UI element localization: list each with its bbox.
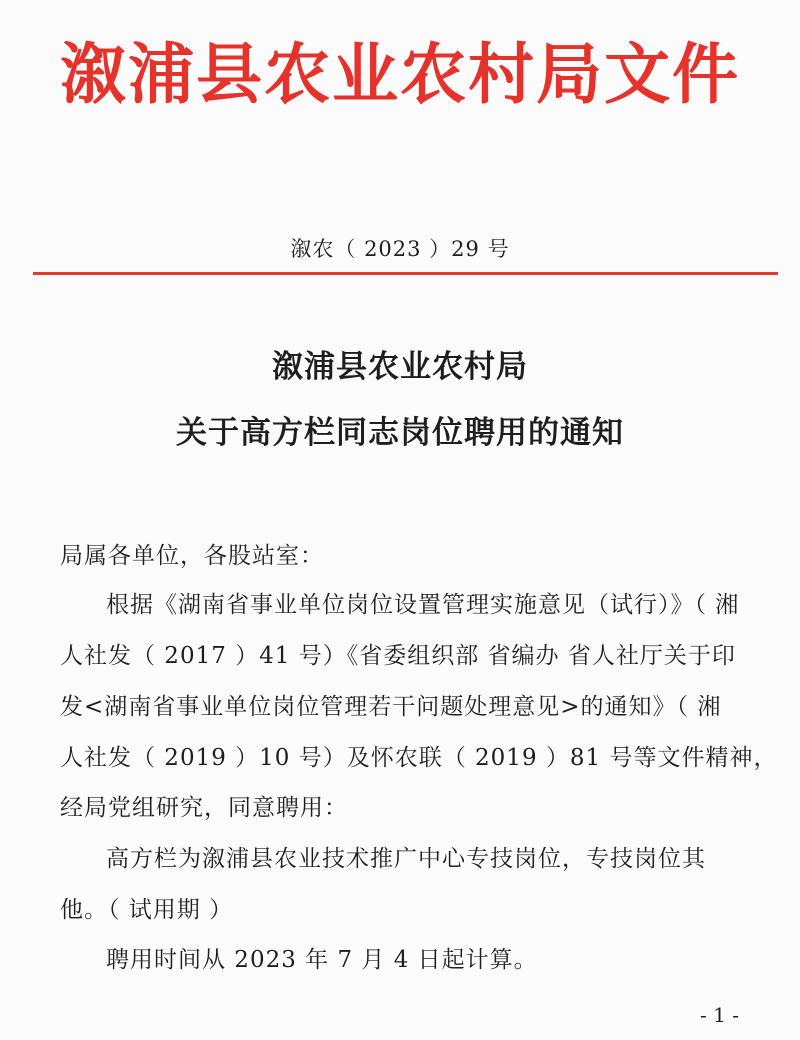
- notice-title-line-1: 溆浦县农业农村局: [272, 349, 528, 385]
- body-line: 他。（ 试用期 ）: [60, 897, 234, 923]
- body-line: 人社发（ 2017 ）41 号）《省委组织部 省编办 省人社厅关于印: [60, 643, 736, 669]
- body-line: 经局党组研究，同意聘用：: [60, 795, 348, 821]
- body-line: 根据《湖南省事业单位岗位设置管理实施意见（试行）》（ 湘: [106, 592, 740, 618]
- salutation: 局属各单位，各股站室：: [60, 543, 324, 569]
- page-number: - 1 -: [700, 1003, 739, 1027]
- body-line: 发<湖南省事业单位岗位管理若干问题处理意见>的通知》（ 湘: [60, 694, 722, 720]
- document-number: 溆农（ 2023 ）29 号: [290, 237, 510, 261]
- red-divider-line: [33, 272, 778, 275]
- letterhead-title: 溆浦县农业农村局文件: [60, 36, 740, 113]
- body-line: 聘用时间从 2023 年 7 月 4 日起计算。: [106, 947, 538, 973]
- body-line: 人社发（ 2019 ）10 号）及怀农联（ 2019 ）81 号等文件精神，: [60, 745, 778, 771]
- body-line: 高方栏为溆浦县农业技术推广中心专技岗位，专技岗位其: [106, 846, 706, 872]
- notice-title-line-2: 关于高方栏同志岗位聘用的通知: [176, 415, 624, 451]
